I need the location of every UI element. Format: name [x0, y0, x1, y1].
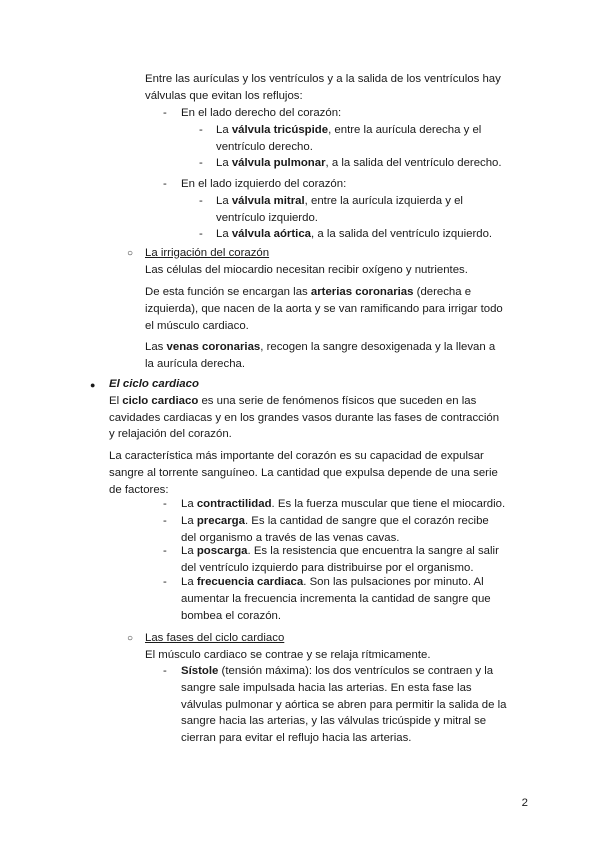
dash-bullet: - [163, 665, 167, 677]
irrigation-veins: Las venas coronarias, recogen la sangre desoxigenada y la llevan a la aurícula derecha. [145, 341, 496, 370]
irrigation-section: La irrigación del corazón Las células del miocardio necesitan recibir oxígeno y nutrientes. [145, 247, 468, 276]
dash-bullet: - [199, 157, 203, 169]
dash-bullet: - [199, 228, 203, 240]
cycle-capacity: La característica más importante del corazón es su capacidad de expulsar sangre al torrente sanguíneo. La cantidad que expulsa depende de una serie de factores: [109, 450, 498, 496]
irrigation-heading: La irrigación del corazón [145, 247, 270, 259]
phases-heading: Las fases del ciclo cardiaco [145, 632, 285, 644]
factor-afterload: La poscarga. Es la resistencia que encuentra la sangre al salir del ventrículo izquierdo para distribuirse por el organismo. [181, 545, 499, 574]
dash-bullet: - [199, 195, 203, 207]
valve-tricuspid: La válvula tricúspide, entre la aurícula derecha y el ventrículo derecho. [216, 124, 482, 153]
circle-bullet: ○ [127, 248, 134, 259]
dash-bullet: - [163, 576, 167, 588]
irrigation-arteries: De esta función se encargan las arterias coronarias (derecha e izquierda), que nacen de la aorta y se van ramificando para irrigar todo el músculo cardiaco. [145, 286, 503, 332]
cycle-section: El ciclo cardiaco El ciclo cardiaco es una serie de fenómenos físicos que suceden en las cavidades cardiacas y en los grandes vasos durante las fases de contracción y relajación del corazón. [109, 378, 500, 441]
factor-contractility: La contractilidad. Es la fuerza muscular que tiene el miocardio. [181, 498, 506, 510]
page-number: 2 [521, 797, 528, 809]
factor-preload: La precarga. Es la cantidad de sangre que el corazón recibe del organismo a través de las venas cavas. [181, 515, 489, 544]
dash-bullet: - [163, 515, 167, 527]
factor-heart-rate: La frecuencia cardiaca. Son las pulsaciones por minuto. Al aumentar la frecuencia incrementa la cantidad de sangre que bombea el corazón. [181, 576, 491, 622]
valve-aortic: La válvula aórtica, a la salida del ventrículo izquierdo. [216, 228, 493, 240]
dash-bullet: - [199, 124, 203, 136]
dash-bullet: - [163, 107, 167, 119]
circle-bullet: ○ [127, 633, 134, 644]
valves-right-heading: En el lado derecho del corazón: [181, 107, 342, 119]
phase-systole: Sístole (tensión máxima): los dos ventrículos se contraen y la sangre sale impulsada hacia las arterias. En esta fase las válvulas pulmonar y aórtica se abren para permitir la salida de la sangre hacia las arterias, y las válvulas tricúspide y mitral se cierran para evitar el reflujo hacia las arterias. [181, 665, 507, 745]
dash-bullet: - [163, 545, 167, 557]
valves-left-heading: En el lado izquierdo del corazón: [181, 178, 347, 190]
cycle-heading: El ciclo cardiaco [109, 378, 199, 390]
dash-bullet: - [163, 178, 167, 190]
valve-pulmonary: La válvula pulmonar, a la salida del ventrículo derecho. [216, 157, 502, 169]
valves-intro: Entre las aurículas y los ventrículos y a la salida de los ventrículos hay válvulas que evitan los reflujos: [145, 73, 501, 102]
disc-bullet: ● [90, 380, 96, 390]
valve-mitral: La válvula mitral, entre la aurícula izquierda y el ventrículo izquierdo. [216, 195, 463, 224]
phases-section: Las fases del ciclo cardiaco El músculo cardiaco se contrae y se relaja rítmicamente. [145, 632, 431, 661]
dash-bullet: - [163, 498, 167, 510]
